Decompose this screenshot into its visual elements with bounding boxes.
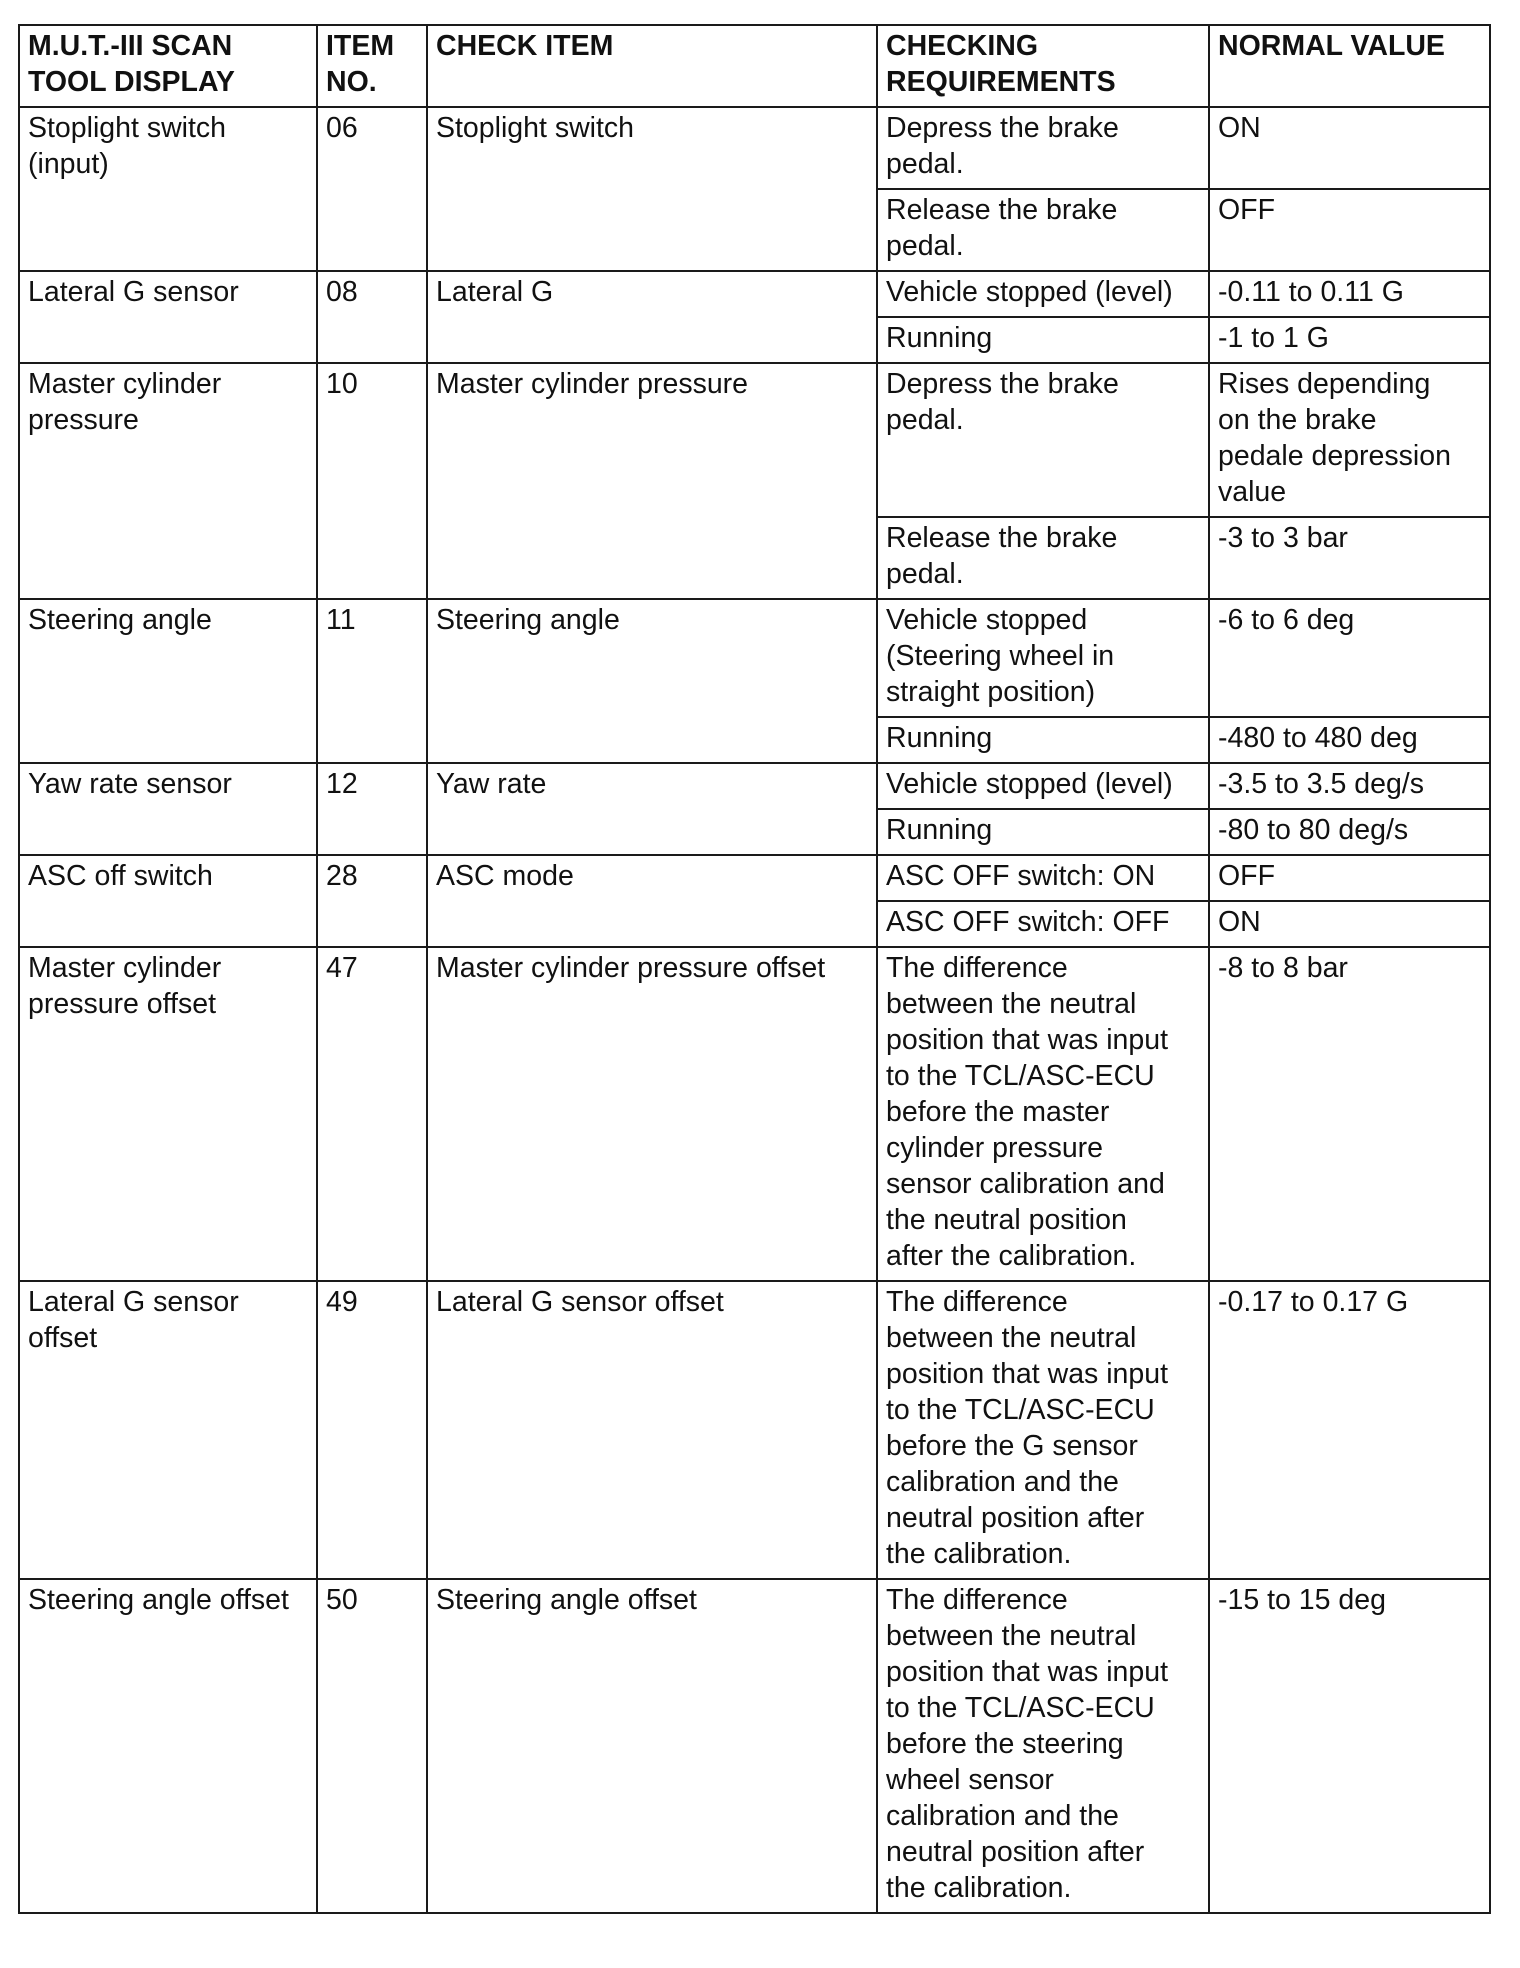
item-no-cell: 49 <box>317 1281 427 1579</box>
item-no-cell: 11 <box>317 599 427 763</box>
table-row <box>19 763 1490 809</box>
table-row <box>19 855 1490 901</box>
normal-value-cell: Rises depending on the brake pedale depression value <box>1209 363 1490 517</box>
requirement-cell: Vehicle stopped (level) <box>877 271 1209 317</box>
check-item-cell: Steering angle offset <box>427 1579 877 1913</box>
normal-value-cell: OFF <box>1209 189 1490 271</box>
display-cell: Yaw rate sensor <box>19 763 317 855</box>
requirement-cell: Running <box>877 317 1209 363</box>
table-row <box>19 599 1490 717</box>
requirement-cell: Running <box>877 717 1209 763</box>
normal-value-cell: -8 to 8 bar <box>1209 947 1490 1281</box>
header-check-item: CHECK ITEM <box>427 25 877 107</box>
display-cell: Lateral G sensor <box>19 271 317 363</box>
normal-value-cell: -0.17 to 0.17 G <box>1209 1281 1490 1579</box>
item-no-cell: 28 <box>317 855 427 947</box>
normal-value-cell: ON <box>1209 107 1490 189</box>
header-row <box>19 25 1490 107</box>
normal-value-cell: -6 to 6 deg <box>1209 599 1490 717</box>
item-no-cell: 10 <box>317 363 427 599</box>
table-row <box>19 1281 1490 1579</box>
normal-value-cell: -80 to 80 deg/s <box>1209 809 1490 855</box>
table-row <box>19 363 1490 517</box>
requirement-cell: The difference between the neutral position that was input to the TCL/ASC-ECU before the steering wheel sensor calibration and the neutral position after the calibration. <box>877 1579 1209 1913</box>
requirement-cell: ASC OFF switch: ON <box>877 855 1209 901</box>
normal-value-cell: ON <box>1209 901 1490 947</box>
display-cell: ASC off switch <box>19 855 317 947</box>
requirement-cell: Depress the brake pedal. <box>877 107 1209 189</box>
requirement-cell: Running <box>877 809 1209 855</box>
item-no-cell: 12 <box>317 763 427 855</box>
display-cell: Master cylinder pressure <box>19 363 317 599</box>
requirement-cell: Vehicle stopped (level) <box>877 763 1209 809</box>
item-no-cell: 47 <box>317 947 427 1281</box>
item-no-cell: 08 <box>317 271 427 363</box>
header-display: M.U.T.-III SCAN TOOL DISPLAY <box>19 25 317 107</box>
document-page <box>18 24 1489 1914</box>
requirement-cell: Depress the brake pedal. <box>877 363 1209 517</box>
normal-value-cell: -1 to 1 G <box>1209 317 1490 363</box>
display-cell: Steering angle offset <box>19 1579 317 1913</box>
item-no-cell: 06 <box>317 107 427 271</box>
item-no-cell: 50 <box>317 1579 427 1913</box>
normal-value-cell: -3.5 to 3.5 deg/s <box>1209 763 1490 809</box>
check-item-cell: Stoplight switch <box>427 107 877 271</box>
requirement-cell: ASC OFF switch: OFF <box>877 901 1209 947</box>
table-row <box>19 107 1490 189</box>
table-row <box>19 947 1490 1281</box>
normal-value-cell: -3 to 3 bar <box>1209 517 1490 599</box>
check-item-cell: Steering angle <box>427 599 877 763</box>
display-cell: Master cylinder pressure offset <box>19 947 317 1281</box>
normal-value-cell: -0.11 to 0.11 G <box>1209 271 1490 317</box>
requirement-cell: The difference between the neutral position that was input to the TCL/ASC-ECU before the G sensor calibration and the neutral position after the calibration. <box>877 1281 1209 1579</box>
normal-value-cell: -480 to 480 deg <box>1209 717 1490 763</box>
table-row <box>19 1579 1490 1913</box>
data-list-table <box>18 24 1491 1914</box>
display-cell: Stoplight switch (input) <box>19 107 317 271</box>
check-item-cell: Yaw rate <box>427 763 877 855</box>
requirement-cell: The difference between the neutral position that was input to the TCL/ASC-ECU before the master cylinder pressure sensor calibration and the neutral position after the calibration. <box>877 947 1209 1281</box>
header-requirements: CHECKING REQUIREMENTS <box>877 25 1209 107</box>
display-cell: Lateral G sensor offset <box>19 1281 317 1579</box>
header-normal-value: NORMAL VALUE <box>1209 25 1490 107</box>
requirement-cell: Vehicle stopped (Steering wheel in straight position) <box>877 599 1209 717</box>
table-body <box>19 107 1490 1913</box>
normal-value-cell: OFF <box>1209 855 1490 901</box>
display-cell: Steering angle <box>19 599 317 763</box>
check-item-cell: Master cylinder pressure <box>427 363 877 599</box>
check-item-cell: Lateral G sensor offset <box>427 1281 877 1579</box>
header-item-no: ITEM NO. <box>317 25 427 107</box>
requirement-cell: Release the brake pedal. <box>877 189 1209 271</box>
table-row <box>19 271 1490 317</box>
requirement-cell: Release the brake pedal. <box>877 517 1209 599</box>
check-item-cell: ASC mode <box>427 855 877 947</box>
normal-value-cell: -15 to 15 deg <box>1209 1579 1490 1913</box>
check-item-cell: Master cylinder pressure offset <box>427 947 877 1281</box>
check-item-cell: Lateral G <box>427 271 877 363</box>
